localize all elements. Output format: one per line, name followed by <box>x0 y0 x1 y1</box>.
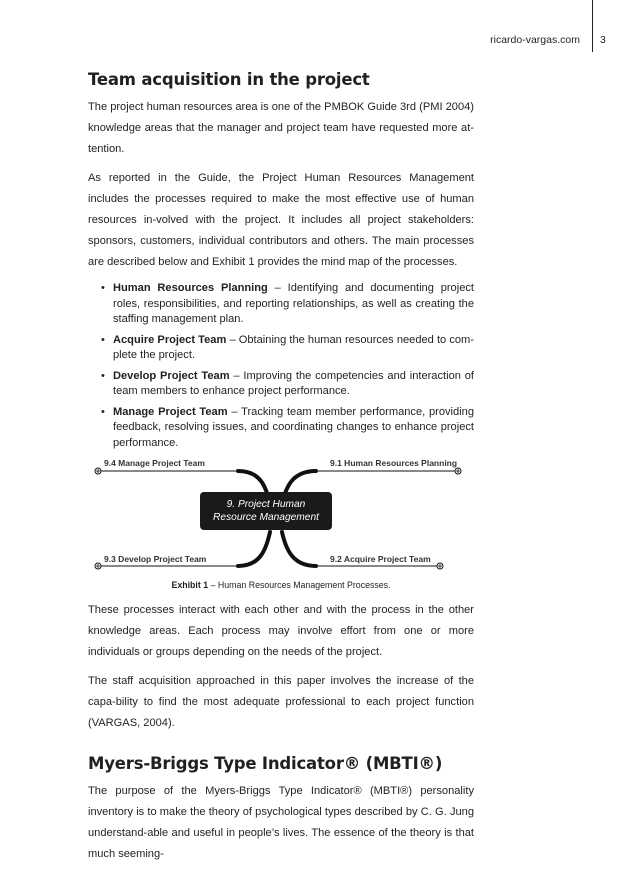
list-item <box>88 281 474 328</box>
paragraph: The purpose of the Myers-Briggs Type Indicator® (MBTI®) personality inventory is to make the theory of psychological types described by C. G. Jung understand-able and useful in people’s lives. The essence of the theory is that much seeming- <box>88 785 474 860</box>
caption-text: – Human Resources Management Processes. <box>208 580 391 590</box>
header-site: ricardo-vargas.com <box>490 34 580 46</box>
list-text: – Obtaining the human resources needed to com-plete the project. <box>113 333 474 361</box>
page-content <box>88 70 474 873</box>
caption-label: Exhibit 1 <box>171 580 209 590</box>
section-title: Team acquisition in the project <box>88 70 370 89</box>
paragraph: These processes interact with each other and with the process in the other knowledge areas. Each process may involve effort from one or more individuals or groups depending on the needs of the project. <box>88 604 474 658</box>
process-list <box>88 281 474 451</box>
node-acquire-project-team: 9.2 Acquire Project Team <box>330 554 431 564</box>
bullet-icon: • <box>101 333 105 346</box>
header-divider <box>592 0 593 52</box>
section-title: Myers-Briggs Type Indicator® (MBTI®) <box>88 754 443 773</box>
paragraph: The staff acquisition approached in this paper involves the increase of the capa-bility to find the most adequate professional to each project function (VARGAS, 2004). <box>88 675 474 729</box>
bullet-icon: • <box>101 405 105 418</box>
list-term: Develop Project Team <box>113 369 230 382</box>
bullet-icon: • <box>101 369 105 382</box>
bullet-icon: • <box>101 282 105 294</box>
list-item <box>88 333 474 364</box>
list-item <box>88 369 474 400</box>
list-text: – Identifying and documenting project roles, responsibilities, and reporting relationships, as well as creating the staffing management plan. <box>113 282 474 325</box>
node-develop-project-team: 9.3 Develop Project Team <box>104 554 207 564</box>
paragraph: As reported in the Guide, the Project Human Resources Management includes the processes required to make the most effective use of human resources in-volved with the project. It includes all project stakeholders: sponsors, customers, individual contributors and others. The main processes are described below and Exhibit 1 provides the mind map of the processes. <box>88 172 474 268</box>
page-number: 3 <box>600 34 606 46</box>
list-term: Manage Project Team <box>113 405 228 418</box>
node-human-resources-planning: 9.1 Human Resources Planning <box>330 458 458 468</box>
center-node-line1: 9. Project Human <box>226 499 306 510</box>
exhibit-caption <box>88 580 474 590</box>
list-item <box>88 405 474 452</box>
list-term: Human Resources Planning <box>113 282 268 294</box>
center-node-line2: Resource Management <box>213 512 319 523</box>
center-node <box>200 492 332 530</box>
list-text: – Improving the competencies and interaction of team members to enhance project performance. <box>113 369 474 397</box>
node-manage-project-team: 9.4 Manage Project Team <box>104 458 205 468</box>
mind-map <box>88 456 474 576</box>
paragraph: The project human resources area is one of the PMBOK Guide 3rd (PMI 2004) knowledge areas that the manager and project team have requested more at-tention. <box>88 101 475 155</box>
list-term: Acquire Project Team <box>113 333 227 346</box>
list-text: – Tracking team member performance, providing feedback, resolving issues, and coordinating changes to enhance project performance. <box>113 405 474 449</box>
